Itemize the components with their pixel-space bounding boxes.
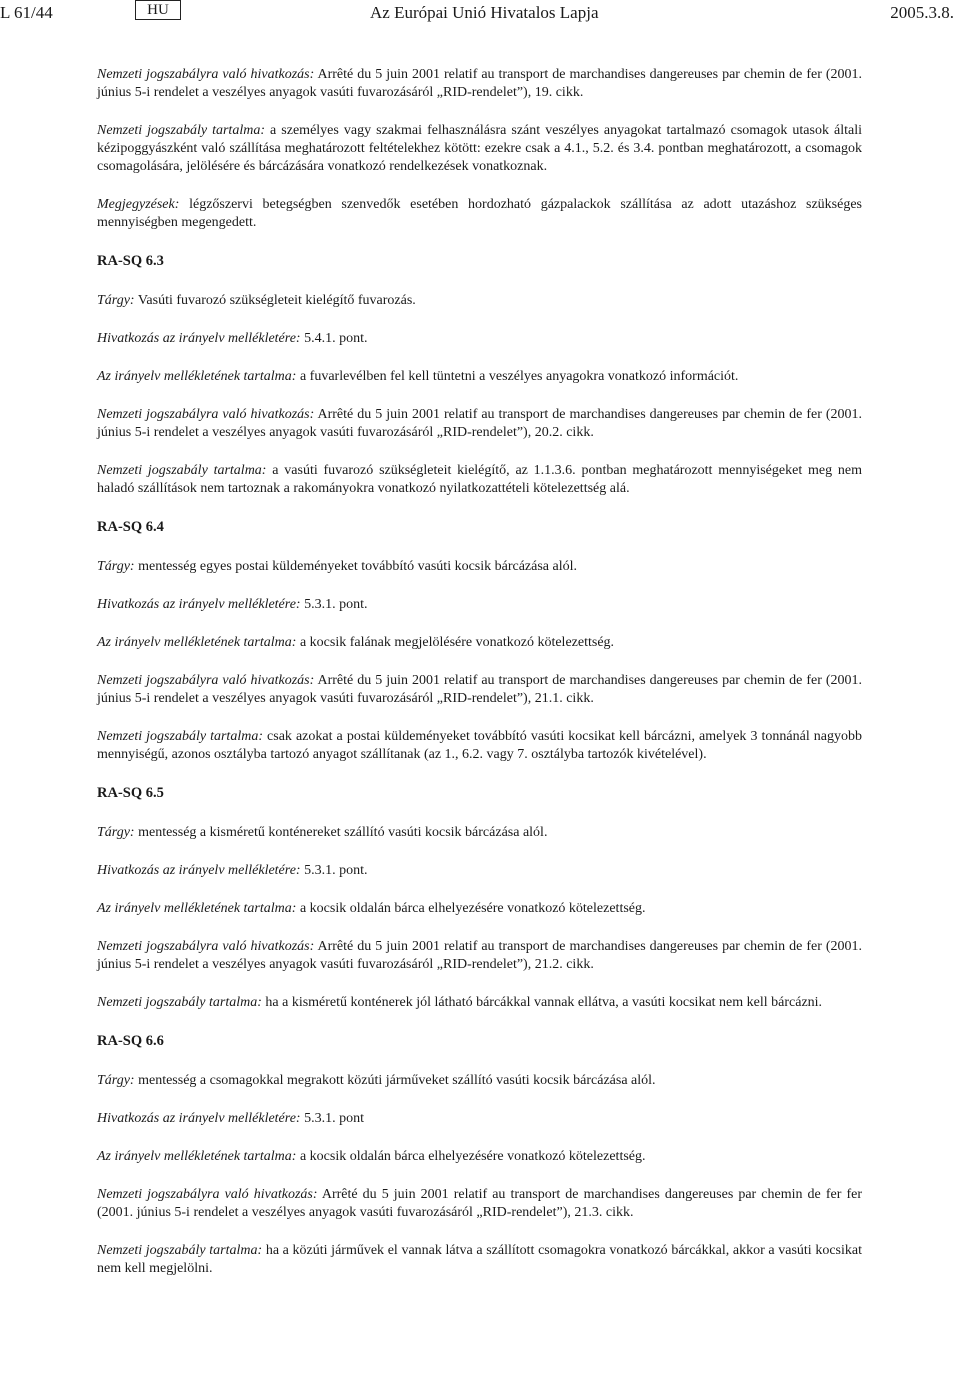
journal-title: Az Európai Unió Hivatalos Lapja xyxy=(370,3,599,22)
subject-text: Vasúti fuvarozó szükségleteit kielégítő fuvarozás. xyxy=(137,293,416,308)
section-title: RA-SQ 6.3 xyxy=(97,253,164,269)
national-law-content-text: ha a kisméretű konténerek jól látható bárcákkal vannak ellátva, a vasúti kocsikat nem kell bárcázni. xyxy=(265,995,823,1010)
notes xyxy=(97,196,862,232)
national-law-content-label: Nemzeti jogszabály tartalma: xyxy=(97,463,267,478)
national-law-content xyxy=(97,462,862,498)
annex-content xyxy=(97,1148,862,1166)
annex-content xyxy=(97,900,862,918)
national-law-reference-label: Nemzeti jogszabályra való hivatkozás: xyxy=(97,1187,318,1202)
subject xyxy=(97,558,862,576)
annex-reference-text: 5.3.1. pont. xyxy=(304,863,368,878)
annex-reference-text: 5.3.1. pont xyxy=(304,1111,364,1126)
annex-reference-label: Hivatkozás az irányelv mellékletére: xyxy=(97,1111,301,1126)
notes-label: Megjegyzések: xyxy=(97,197,180,212)
annex-content-text: a kocsik falának megjelölésére vonatkozó kötelezettség. xyxy=(299,635,615,650)
national-law-content-text: ha a közúti járművek el vannak látva a szállított csomagokra vonatkozó bárcákkal, akkor a vasúti kocsikat nem kell megjelölni. xyxy=(97,1243,862,1276)
national-law-reference-text: Arrêté du 5 juin 2001 relatif au transport de marchandises dangereuses par chemin de fer (2001. június 5-i rendelet a veszélyes anyagok vasúti fuvarozásáról „RID-rendelet”), 19. cikk. xyxy=(97,67,862,100)
annex-reference-label: Hivatkozás az irányelv mellékletére: xyxy=(97,863,301,878)
annex-content-text: a fuvarlevélben fel kell tüntetni a veszélyes anyagokra vonatkozó információt. xyxy=(299,369,739,384)
annex-reference-text: 5.4.1. pont. xyxy=(304,331,368,346)
section-ra-sq-6-6 xyxy=(97,1032,862,1278)
notes-text: légzőszervi betegségben szenvedők esetében hordozható gázpalackok szállítása az adott utazáshoz szükséges mennyiségben megengedett. xyxy=(97,197,862,230)
annex-content xyxy=(97,368,862,386)
national-law-reference xyxy=(97,406,862,442)
section-ra-sq-6-4 xyxy=(97,518,862,764)
annex-content-text: a kocsik oldalán bárca elhelyezésére vonatkozó kötelezettség. xyxy=(299,901,646,916)
annex-reference xyxy=(97,596,862,614)
national-law-content-label: Nemzeti jogszabály tartalma: xyxy=(97,729,263,744)
section-title: RA-SQ 6.5 xyxy=(97,785,164,801)
national-law-reference-text: Arrêté du 5 juin 2001 relatif au transport de marchandises dangereuses par chemin de fer (2001. június 5-i rendelet a veszélyes anyagok vasúti fuvarozásáról „RID-rendelet”), 21.2. cikk. xyxy=(97,939,862,972)
national-law-reference xyxy=(97,938,862,974)
national-law-reference xyxy=(97,66,862,102)
national-law-reference-label: Nemzeti jogszabályra való hivatkozás: xyxy=(97,939,315,954)
national-law-content-text: a személyes vagy szakmai felhasználásra szánt veszélyes anyagokat tartalmazó csomagok utasok általi kézipoggyászként való szállítása meghatározott feltételekhez kötött: ezekre csak a 4.1., 5.2. és 3.4. pontban meghatározott, a csomagok csomagolására, jelölésére és bárcázására vonatkozó rendelkezések vonatkoznak. xyxy=(97,123,863,174)
annex-content-label: Az irányelv mellékletének tartalma: xyxy=(97,635,297,650)
national-law-content xyxy=(97,994,862,1012)
national-law-content-label: Nemzeti jogszabály tartalma: xyxy=(97,995,262,1010)
national-law-content xyxy=(97,1242,862,1278)
language-code-box: HU xyxy=(135,0,181,20)
subject xyxy=(97,292,862,310)
annex-content xyxy=(97,634,862,652)
subject-text: mentesség egyes postai küldeményeket továbbító vasúti kocsik bárcázása alól. xyxy=(138,559,578,574)
annex-content-label: Az irányelv mellékletének tartalma: xyxy=(97,1149,297,1164)
subject-label: Tárgy: xyxy=(97,293,135,308)
national-law-content-text: csak azokat a postai küldeményeket továbbító vasúti kocsikat kell bárcázni, amelyek 3 tonnánál nagyobb mennyiségű, azonos osztályba tartozó anyagot szállítanak (az 1., 6.2. vagy 7. osztályba tartozók kivételével). xyxy=(97,729,863,762)
subject-label: Tárgy: xyxy=(97,559,135,574)
annex-reference-label: Hivatkozás az irányelv mellékletére: xyxy=(97,597,301,612)
annex-content-label: Az irányelv mellékletének tartalma: xyxy=(97,369,297,384)
national-law-reference xyxy=(97,1186,862,1222)
section-title: RA-SQ 6.6 xyxy=(97,1033,164,1049)
annex-reference xyxy=(97,1110,862,1128)
subject-text: mentesség a kisméretű konténereket szállító vasúti kocsik bárcázása alól. xyxy=(138,825,548,840)
annex-content-label: Az irányelv mellékletének tartalma: xyxy=(97,901,297,916)
national-law-content-text: a vasúti fuvarozó szükségleteit kielégítő, az 1.1.3.6. pontban meghatározott mennyiségeket meg nem haladó szállítások nem tartoznak a rakományokra vonatkozó nyilatkozattételi kötelezettség alá. xyxy=(97,463,863,496)
publication-date: 2005.3.8. xyxy=(890,3,954,22)
annex-reference-text: 5.3.1. pont. xyxy=(304,597,368,612)
national-law-reference-text: Arrêté du 5 juin 2001 relatif au transport de marchandises dangereuses par chemin de fer (2001. június 5-i rendelet a veszélyes anyagok vasúti fuvarozásáról „RID-rendelet”), 20.2. cikk. xyxy=(97,407,862,440)
subject xyxy=(97,824,862,842)
annex-reference-label: Hivatkozás az irányelv mellékletére: xyxy=(97,331,301,346)
national-law-content-label: Nemzeti jogszabály tartalma: xyxy=(97,1243,263,1258)
national-law-reference-label: Nemzeti jogszabályra való hivatkozás: xyxy=(97,67,315,82)
document-body xyxy=(97,66,862,1298)
annex-reference xyxy=(97,862,862,880)
national-law-content xyxy=(97,728,862,764)
annex-reference xyxy=(97,330,862,348)
page-header xyxy=(0,0,960,22)
national-law-reference-text: Arrêté du 5 juin 2001 relatif au transport de marchandises dangereuses par chemin de fer fer (2001. június 5-i rendelet a veszélyes anyagok vasúti fuvarozásáról „RID-rendelet”), 21.3. cikk. xyxy=(97,1187,862,1220)
subject-label: Tárgy: xyxy=(97,825,135,840)
national-law-reference-text: Arrêté du 5 juin 2001 relatif au transport de marchandises dangereuses par chemin de fer (2001. június 5-i rendelet a veszélyes anyagok vasúti fuvarozásáról „RID-rendelet”), 21.1. cikk. xyxy=(97,673,862,706)
section-title: RA-SQ 6.4 xyxy=(97,519,164,535)
national-law-reference xyxy=(97,672,862,708)
national-law-reference-label: Nemzeti jogszabályra való hivatkozás: xyxy=(97,407,315,422)
national-law-content xyxy=(97,122,862,176)
page-reference: L 61/44 xyxy=(0,3,53,22)
section-ra-sq-6-5 xyxy=(97,784,862,1012)
subject xyxy=(97,1072,862,1090)
subject-label: Tárgy: xyxy=(97,1073,135,1088)
annex-content-text: a kocsik oldalán bárca elhelyezésére vonatkozó kötelezettség. xyxy=(299,1149,646,1164)
national-law-reference-label: Nemzeti jogszabályra való hivatkozás: xyxy=(97,673,315,688)
national-law-content-label: Nemzeti jogszabály tartalma: xyxy=(97,123,265,138)
subject-text: mentesség a csomagokkal megrakott közúti járműveket szállító vasúti kocsik bárcázása alól. xyxy=(138,1073,656,1088)
section-ra-sq-6-3 xyxy=(97,252,862,498)
